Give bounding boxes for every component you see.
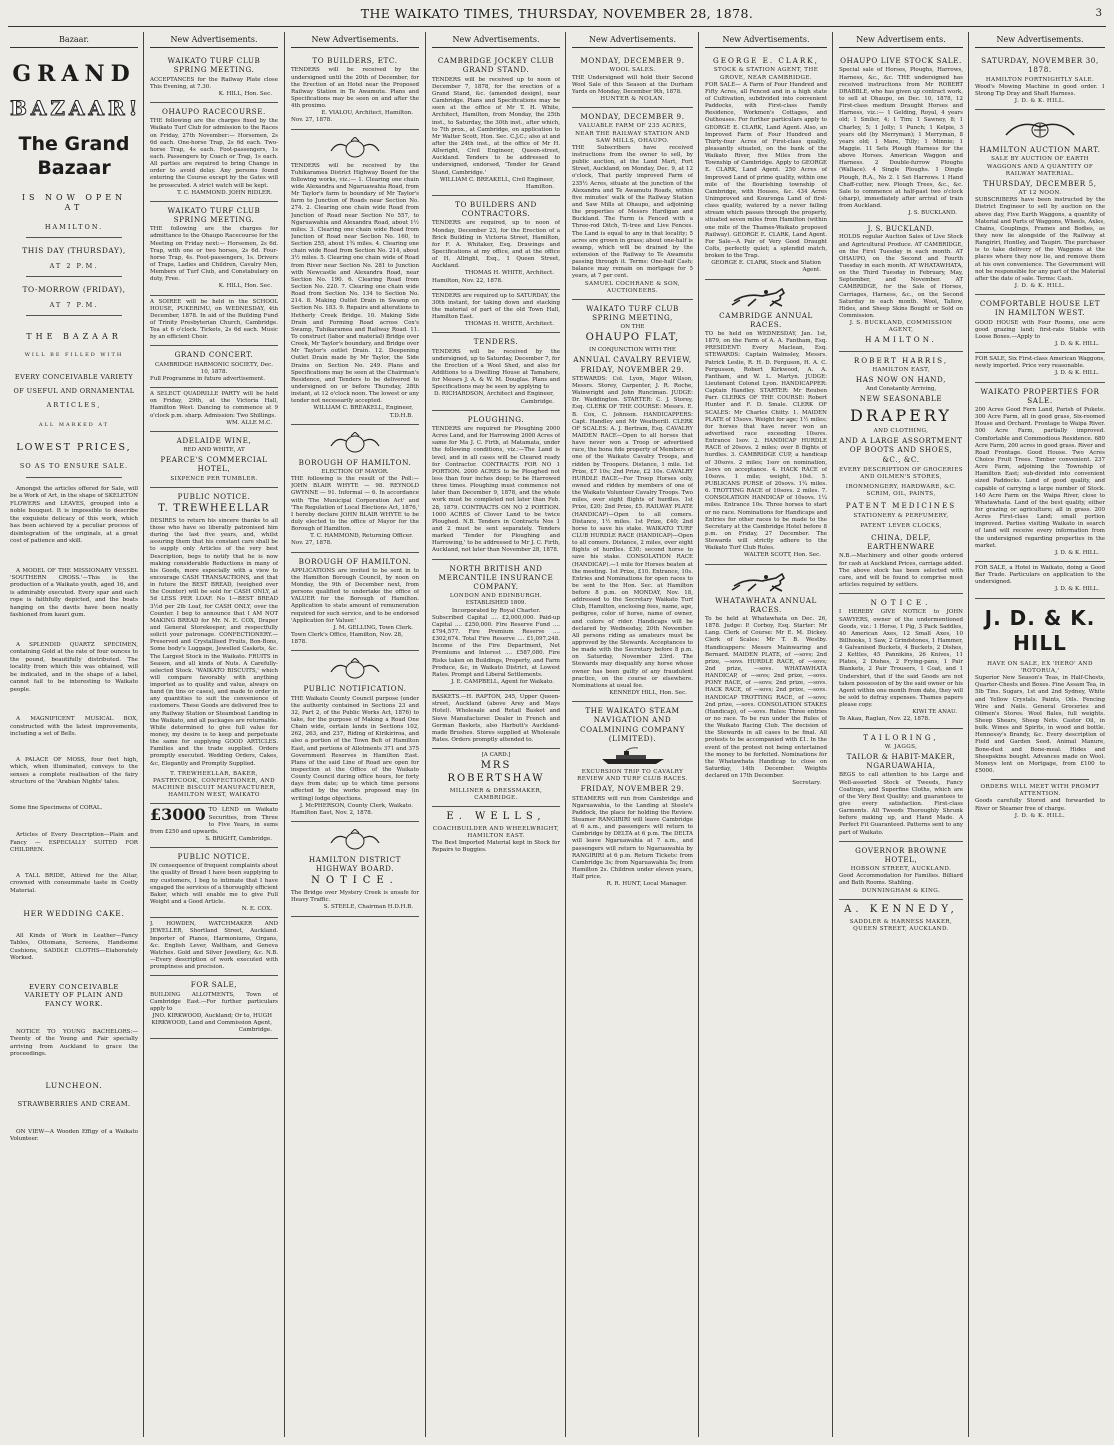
ad-subtitle: SADDLER & HARNESS MAKER, <box>849 918 953 925</box>
ad-subtitle: VALUABLE FARM OF 235 ACRES, NEAR THE RAILWAY STATION AND SAW MILLS, OHAUPO. <box>575 123 690 144</box>
ad-signature: J. S. BUCKLAND. <box>908 210 957 217</box>
column-bazaar <box>6 32 142 1437</box>
now-open-line: IS NOW OPEN AT <box>21 192 127 212</box>
ad-adelaide-wine <box>150 432 278 488</box>
date-line: THIS DAY (THURSDAY), <box>22 246 126 256</box>
ad-line: NEW SEASONABLE <box>859 394 943 404</box>
ad-date: Hamilton East, Nov. 2, 1878. <box>291 809 373 816</box>
ad-hotel: PEARCE'S COMMERCIAL HOTEL, <box>160 455 268 474</box>
ad-title: CAMBRIDGE ANNUAL RACES. <box>719 310 813 329</box>
ad-title: PUBLIC NOTIFICATION. <box>303 684 407 694</box>
ad-turf-club-acceptances <box>150 52 278 103</box>
ad-public-notification <box>291 651 419 822</box>
ad-body: A SOIREE will be held in the SCHOOL HOUSE, PUKERIMU, on WEDNESDAY, 4th December, 1878. In aid of the Building Fund of Trinity Presbyterian Church, Cambridge. Tea at 6 o'clock. Tickets, 2s 6d each. Music by an efficient Choir. <box>150 298 278 341</box>
column-heading: New Advertisements. <box>572 32 693 48</box>
ad-title: MONDAY, DECEMBER 9. <box>580 56 685 66</box>
column-new-ads-7 <box>835 32 967 1437</box>
filled-line: WILL BE FILLED WITH <box>24 352 124 359</box>
ad-ohaupo-stock-sale <box>839 52 963 222</box>
column-rule <box>565 32 566 1437</box>
ad-subtitle: WOOL SALES. <box>609 67 656 74</box>
ad-title: ROBERT HARRIS, <box>853 355 949 365</box>
ad-body: TENDERS are required up to SATURDAY, the 30th instant, for taking down and stacking the material of part of the old Town Hall, Hamilton East. <box>432 292 560 321</box>
time-line: AT 7 P.M. <box>49 300 99 309</box>
ad-date: Nov. 27, 1878. <box>291 117 333 124</box>
ad-signature: K. HILL, Hon. Sec. <box>218 90 272 97</box>
ad-body: Subscribed Capital .... £2,000,000. Paid-up Capital .... £250,000. Fire Reserve Fund .... £794,577. Fire Premium Reserve .... £302,674. Total Fire Reserve .... £1,097,248. Income of the Fire Department, Net Premiums and Interest .... £587,080. Fire Risks taken on Buildings, Property, and Farm Produce, &c, in Waikato District, at Lowest Rates. Prompt and Liberal Settlements. <box>432 614 560 678</box>
ad-body: TENDERS will be received up to noon of December 7, 1878, for the erection of a Grand Stand, &c. (amended design), near Cambridge. Plans and Specifications may be seen at the office of Mr T. H. White, Architect, Hamilton, from Monday, the 25th inst., to Saturday, the 30th inst., after which, to 7th prox., at Cambridge, on application to Mr Walter Scott, Hon. Sec. C.J.C.; also at and after the 24th inst., at the office of Mr H. Allwright, Civil Engineer, Queen-street, Auckland. Tenders to be addressed to undersigned, endorsed, 'Tender for Grand Stand, Cambridge.' <box>432 76 560 176</box>
ad-governor-browne-hotel <box>839 842 963 900</box>
ad-whatawhata-races <box>705 565 827 792</box>
ad-body: THE Waikato County Council purpose (under the authority contained in Sections 23 and 32, Part 2, of the Public Works Act, 1876) to take, for the purpose of Making a Road One Chain wide, certain lands in Sections 102, 262, 263, and 237, Riding of Kirikiriroa, and also a portion of the Town Belt of Hamilton East, and portions of Allotments 371 and 375 Government Reserves in Hamilton East. Plans of the said Line of Road are open for inspection at the Office of the Waikato County Council during office hours, for forty days from date; up to which time persons affected by the works proposed may (in writing) lodge objections. <box>291 695 419 802</box>
ad-body: TO LEND on Waikato Securities, from Three to Five Years, in sums from £250 and upwards. <box>150 807 278 835</box>
ad-subtitle: CAMBRIDGE HARMONIC SOCIETY, Dec. 10, 1878. <box>155 361 273 375</box>
ad-place: HAMILTON EAST. <box>467 833 525 840</box>
lowest-prices-line: LOWEST PRICES, <box>16 442 132 454</box>
ad-highway-board-tenders <box>291 130 419 425</box>
time-line: AT 2 P.M. <box>49 261 99 270</box>
ad-notice-heading: NOTICE. <box>311 875 399 887</box>
ad-title: BOROUGH OF HAMILTON. <box>298 556 412 566</box>
ad-george-clark <box>705 52 827 279</box>
ad-price: SIXPENCE PER TUMBLER. <box>170 475 258 482</box>
ad-date: Hamilton, Nov. 22, 1878. <box>432 277 503 284</box>
ad-fortnightly-sale <box>975 52 1105 110</box>
ad-robert-harris <box>839 352 963 595</box>
ad-body: BEGS to call attention to his Large and Well-assorted Stock of Tweeds, Fancy Coatings, and Superfine Cloths, which are of the Very Best Quality; and guarantees to give every satisfaction. First-class Garments. All Tweeds Thoroughly Shrunk before making up, and Hand Made. A Perfect Fit Guaranteed. Patterns sent to any part of Waikato. <box>839 772 963 836</box>
bazaar-item: ON VIEW—A Wooden Effigy of a Waikato Volunteer. <box>10 1128 138 1142</box>
ad-signature: R. R. HUNT, Local Manager. <box>606 881 687 888</box>
ad-title: BOROUGH OF HAMILTON. <box>298 457 412 467</box>
ad-body: FOR SALE, Six First-class American Waggons, newly imported. Price very reasonable. <box>975 356 1105 370</box>
royal-crest-icon <box>325 829 385 851</box>
ad-house-to-let <box>975 295 1105 353</box>
ad-date: FRIDAY, NOVEMBER 29. <box>580 784 685 794</box>
ad-title: WHATAWHATA ANNUAL RACES. <box>715 595 817 614</box>
ad-title: ADELAIDE WINE, <box>176 435 252 445</box>
ad-firm: T. TREWHEELLAR, BAKER, PASTRYCOOK, CONFECTIONER, AND MACHINE BISCUIT MANUFACTURER, <box>151 770 277 792</box>
ad-robertshaw <box>432 749 560 807</box>
ad-body: STEAMERS will run from Cambridge and Ngaruawahia, to the Landing at Steele's Paddock, the place for holding the Review. Steamer RANGIRIRI will leave Cambridge at 6 a.m., and passengers will return to Cambridge by DELTA at 6 p.m. The DELTA will leave Ngaruawahia at 7 a.m., and passengers will return to Ngaruawahia by RANGIRIRI at 6 p.m. Return Tickets: from Cambridge 3s; from Ngaruawahia 5s; from Hamilton 2s. Children under eleven years, Half price. <box>572 795 693 881</box>
ad-title: GEORGE E. CLARK, <box>713 56 819 66</box>
ad-review: ANNUAL CAVALRY REVIEW, FRIDAY, NOVEMBER 29. <box>573 355 692 374</box>
ad-signature: KENNEDY HILL, Hon. Sec. <box>609 690 687 697</box>
ad-card-label: [A CARD.] <box>481 752 511 759</box>
luncheon-line: LUNCHEON. <box>45 1080 103 1090</box>
ad-date: Te Akau, Raglan, Nov. 22, 1878. <box>839 716 930 723</box>
bazaar-item: Articles of Every Description—Plain and Fancy — ESPECIALLY SUITED FOR CHILDREN. <box>10 832 138 854</box>
ad-title: WAIKATO PROPERTIES FOR SALE. <box>980 386 1100 405</box>
ad-place: HAMILTON. <box>865 335 937 345</box>
ad-time: AT 12 NOON. <box>1018 190 1062 197</box>
ad-subtitle: MILLINER & DRESSMAKER, <box>449 787 543 794</box>
place-line: HAMILTON. <box>44 223 104 232</box>
ad-title: COMFORTABLE HOUSE LET IN HAMILTON WEST. <box>979 299 1101 318</box>
ad-title: PLOUGHING. <box>467 414 525 424</box>
ad-notice-sawyers <box>839 594 963 729</box>
ad-quadrille-party <box>150 388 278 432</box>
ad-body: SUBSCRIBERS have been instructed by the District Engineer to sell by auction on the above day, Five Earth Waggons, a quantity of Material and Parts of Waggons, Wheels, Axles, Chains, Couplings, Frames and Bodies, as they now lie alongside of the Railway at Rangiriri, Huntley, and Taupiri. The purchaser is to take delivery of the Waggons at the places where they now lie, and remove them at his own convenience. The Government will not be responsible for any part of the Material after the date of sale. Terms: Cash. <box>975 197 1105 282</box>
ad-subtitle: ELECTION OF MAYOR. <box>321 468 389 475</box>
ad-money-to-lend <box>150 804 278 848</box>
ad-title: FOR SALE, <box>190 980 238 990</box>
ad-line: AND A LARGE ASSORTMENT OF BOOTS AND SHOES, &C., &C. <box>839 436 963 464</box>
royal-crest-icon <box>325 432 385 454</box>
column-heading: New Advertisements. <box>432 32 560 48</box>
ad-line: PATENT LEVER CLOCKS, <box>860 522 942 529</box>
bazaar-item: A MODEL OF THE MISSIONARY VESSEL 'SOUTHERN CROSS.'—This is the production of a Waikato youth, aged 16, and is admirably executed. Every spar and each rope is faithfully depicted, and the boats hanging on the davits have been neatly fashioned from kauri gum. <box>10 567 138 619</box>
ad-body: APPLICATIONS are invited to be sent in to the Hamilton Borough Council, by noon on Monday, the 9th of December next, from persons qualified to undertake the office of VALUER for the Borough of Hamilton. Application to state amount of remuneration required for such service, and to be endorsed 'Application for Valuer.' <box>291 567 419 624</box>
ad-signature: J. M. GELLING, Town Clerk. <box>333 624 413 631</box>
ad-title: GRAND CONCERT. <box>174 350 254 360</box>
ad-goods: Goods carefully Stored and forwarded to River or Steamer free of charge. <box>975 798 1105 812</box>
ad-farm-ohaupo <box>572 108 693 300</box>
steamer-icon <box>598 747 668 765</box>
ad-title: CAMBRIDGE JOCKEY CLUB GRAND STAND. <box>437 56 555 75</box>
ad-orders: ORDERS WILL MEET WITH PROMPT ATTENTION. <box>980 784 1100 798</box>
ad-valuer <box>291 553 419 652</box>
ad-body: THE Subscribers have received instructions from the owner to sell, by public auction, at the Land Mart, Fort Street, Auckland, on Monday, Dec. 9, at 12 o'clock, That partly improved Farm of 235½ Acres, situate at the junction of the Alexandra and Te Awamutu Roads, within five minutes' walk of the Railway Station and Saw Mills at Ohaupo, and adjoining the properties of Messrs Hardigan and Buckland. The Farm is Fenced with a Three-rod Ditch, Ti-tree and Live Fences. The Land is equal to any in that locality; 5 acres are grown in grass; about one-half is swamp, which will be drained by the extension of the Railway to Te Awamutu passing through it. Terms: One-half Cash; balance may remain on mortgage for 5 years, at 7 per cent. <box>572 144 693 280</box>
ad-ploughing <box>432 411 560 560</box>
ad-body: TENDERS are required, up to noon of Monday, December 23, for the Erection of a Brick Building in Victoria Street, Hamilton, for F. A. Whitaker, Esq. Drawings and Specifications at my office, and at the office of H. Allright, Esq., 1 Queen Street, Auckland. <box>432 220 560 270</box>
column-rule <box>143 32 144 1437</box>
ad-subtitle: STOCK & STATION AGENT, THE GROVE, NEAR CAMBRIDGE. <box>713 67 819 81</box>
ad-body: STEWARDS: Col. Lyon, Major Wilson, Messrs. Storey, Carpenter, J. R. Roche, Wainwright and John Runciman. JUDGE: Dr. Waddington. STARTER: C. J. Storey, Esq. CLERK OF THE COURSE: Messrs. E. B. Cox, C. Johnson. HANDICAPPERS: Capt. Handley and Mr Weatherill. CLERK OF SCALES: A. J. Bertram, Esq. CAVALRY MAIDEN RACE—Open to all horses that have never won a Troop or advertised race, the bona fide property of Members of one of the Waikato Cavalry Troops, and ridden by Troopers. Distance, 1 mile. 1st Prize, £7 10s; 2nd Prize, £2 10s. CAVALRY HURDLE RACE—For Troop Horses only, owned and ridden by members of one of the Waikato Volunteer Cavalry Troops. Two miles, over eight flights of hurdles. 1st Prize, £20; 2nd Prize, £5. RAILWAY PLATE (HANDICAP)—Open to all comers. Distance, 1½ miles. 1st Prize, £40; 2nd horse to save his stake. WAIKATO TURF CLUB HURDLE RACE (HANDICAP)—Open to all comers. Distance, 2 miles, over eight flights of hurdles. £30; second horse to save his stake. CONSOLATION RACE (HANDICAP).—1 mile for Horses beaten at the meeting. 1st Prize, £10. Entrance, 10s. Entries and Nominations for open races to be sent to the Hon. Sec. at Hamilton before 8 p.m. on MONDAY, Nov. 18, addressed to the Secretary Waikato Turf Club, Hamilton, enclosing fees, name, age, pedigree, color of horse, name of owner, and colors of rider. Handicaps will be declared by Wednesday, 20th November. All persons riding as amateurs must be approved by the Stewards. Acceptances to be made with the Secretary before 8 p.m. on Saturday, November 23rd. The Stewards may disqualify any horse whose owner has been guilty of any fraudulent practice, on the course or elsewhere. Nominations at usual fee. <box>572 375 693 689</box>
ad-drapery: DRAPERY <box>850 405 952 425</box>
column-rule <box>968 32 969 1437</box>
ad-title: SATURDAY, NOVEMBER 30, 1878. <box>981 56 1099 75</box>
ad-place: HAMILTON WEST, WAIKATO <box>168 792 260 799</box>
ad-body: ACCEPTANCES for the Railway Plate close This Evening, at 7.30. <box>150 76 278 90</box>
ad-title: HAMILTON DISTRICT HIGHWAY BOARD. <box>308 854 402 874</box>
variety-line: EVERY CONCEIVABLE VARIETY <box>14 372 134 381</box>
divider <box>26 276 122 277</box>
ad-body: Superior New Season's Teas, in Half-Chests, Quarter-Chests and Boxes. Fine Assam Tea, in 5lb Tins. Sugars, 1st and 2nd Sydney, White and Yellow Crystals. Paints, Oils. Fencing Wire and Nails. General Groceries and Oilmen's Stores. Wool Bales, full weights. Sheep Shears, Sheep Nets. Castor Oil, in bulk. Wines and Spirits, in wood and bottle. Hennessy's Brandy, &c. Every description of Field and Garden Seed. Animal Manure, Bone-dust and Bone-meal. Hides and Sheepskins bought. Advances made on Wool. Moneys lent on Mortgage, from £100 to £5000. <box>975 675 1105 774</box>
bazaar-item: A TALL BRIDE, Attired for the Altar, crowned with consummate taste in Costly Material. <box>10 872 138 894</box>
ad-signature: J. D. & K. HILL. <box>1055 586 1099 593</box>
column-heading: New Advertisements. <box>975 32 1105 48</box>
ad-soiree <box>150 296 278 347</box>
ad-waggons-for-sale <box>975 353 1105 382</box>
ad-signature: THOMAS H. WHITE, Architect. <box>464 270 554 277</box>
ad-line: IRONMONGERY, HARDWARE, &C. SCRIM, OIL, PAINTS, <box>845 484 957 498</box>
column-new-ads-2 <box>146 32 282 1437</box>
ad-body: THE following are the charges for admittance to the Ohaupo Racecourse for the Meeting on Friday next:— Horsemen, 2s 6d. Trap, with one or two horses, 2s 6d. Four-horse Trap, 4s. Foot-passengers, 1s. Drivers of Traps, Ladies and Children, Cavalry Men, Members of Turf Club, and Constabulary on duty, Free. <box>150 226 278 283</box>
ad-body: THE following is the result of the Poll:— JOHN BLAIR WHYTE — 98. REYNOLD GWYNNE — 91. Informal — 6. In accordance with 'The Municipal Corporation Act' and 'The Regulation of Local Elections Act, 1876,' I hereby declare JOHN BLAIR WHYTE to be duly elected to the office of Mayor for the Borough of Hamilton. <box>291 476 419 533</box>
ad-title: HAMILTON AUCTION MART. <box>979 145 1101 155</box>
divider <box>26 315 122 316</box>
ad-amount: £3000 <box>150 805 206 825</box>
ad-body: TENDERS are required for Ploughing 2000 Acres Land, and for Harrowing 2000 Acres of same for Ma J. C. Firth, at Matamata, under the following conditions, viz.:—The Land is level, and in all cases will be Cleared ready for Contractor. CONTRACTS FOR NO 1 PORTION. 2000 ACRES to be Ploughed not less than four inches deep; to be Harrowed three times. Ploughing must commence not later than December 9, 1878, and the whole work must be completed not later than Feb. 28, 1879. CONTRACTS ON NO 2 PORTION. 1000 ACRES of Clover Land to be twice Ploughed. N.B. Tenders in Contracts Nos 1 and 2 must be sent separately. Tenders marked 'Tender for Ploughing and Harrowing,' to be addressed to Mr J. C. Firth, Auckland, not later than November 28, 1878. <box>432 426 560 554</box>
column-new-ads-3 <box>287 32 423 1437</box>
bazaar-item: NOTICE TO YOUNG BACHELORS:—Twenty of the Young and Fair specially arriving from Auckland to grace the proceedings. <box>10 1028 138 1058</box>
masthead <box>0 0 1114 30</box>
ad-subtitle: EXCURSION TRIP TO CAVALRY REVIEW AND TURF CLUB RACES. <box>577 769 688 783</box>
wedding-cake-line: HER WEDDING CAKE. <box>23 909 125 919</box>
ad-allotments <box>150 976 278 1039</box>
ad-title: OHAUPO LIVE STOCK SALE. <box>840 56 962 66</box>
ad-body: A SELECT QUADRILLE PARTY will be held on Friday, 29th, at the Victoria Hall, Hamilton West. Dancing to commence at 9 o'clock p.m. sharp. Admission: Two Shillings. <box>150 391 278 419</box>
ad-signature: J. McPHERSON, County Clerk, Waikato. <box>299 802 413 809</box>
ad-signature: S. STEELE, Chairman H.D.H.B. <box>323 904 413 911</box>
ad-signature: S. BRIGHT, Cambridge. <box>205 835 272 842</box>
ad-name: W. JAGGS, <box>884 743 918 750</box>
ad-title: OHAUPO RACECOURSE. <box>162 107 266 117</box>
ad-subtitle: COACHBUILDER AND WHEELWRIGHT, <box>432 825 560 832</box>
ad-line: EVERY DESCRIPTION OF GROCERIES AND OILMEN'S STORES, <box>839 466 963 480</box>
ad-signature: J. S. BUCKLAND, COMMISSION AGENT, <box>849 320 953 334</box>
ad-line: And Constantly Arriving, <box>865 386 937 393</box>
ad-body: TO be held on WEDNESDAY, Jan. 1st, 1879, on the Farm of A. A. Fantham, Esq. PRESIDENT: Every Maclean, Esq. STEWARDS: Captain Walmsley, Messrs. Patrick Leslie, R. H. D. Ferguson, H. A. C. Fergusson, Robert Kirkwood, A. A. Fantham, and W. L. Martyn. JUDGE: Lieutenant Colonel Lyon. HANDICAPPER: Captain Handley. STARTER: Mr Reuben Parr. CLERKS OF THE COURSE: Robert Hunter and F. D. Smale. CLERK OF SCALES: Mr Charles Chitty. 1. MAIDEN PLATE of 15sovs. Weight for age; 1½ miles; for horses that have never won an advertised race exceeding 10sovs. Entrance 1sov. 2. HANDICAP HURDLE RACE of 20sovs. 2 miles; over 8 flights of hurdles. 3. CAMBRIDGE CUP, a handicap of 30sovs. 2 miles; 1sov on nomination, 2sovs on acceptance. 4. HACK RACE of 10sovs. 1 mile; weight, 10st. 5. PUBLICANS PURSE of 20sovs. 1¼ miles. 6. TROTTING RACE of 10sovs. 2 miles. 7. CONSOLATION HANDICAP of 10sovs. 1¼ miles. Entrance 10s. Three horses to start or no race. Nominations for Handicaps and Entries for other races to be made to the Secretary at the Cambridge Hotel before 8 p.m. on Friday, 27 December. The Stewards will strictly adhere to the Waikato Turf Club Rules. <box>705 331 827 552</box>
column-new-ads-8 <box>971 32 1109 1437</box>
ad-title: MRS ROBERTSHAW <box>447 760 545 785</box>
ad-ohaupo-racecourse <box>150 103 278 202</box>
ad-to-builders <box>291 52 419 129</box>
ad-body: FOR SALE— A Farm of Four Hundred and Fifty Acres, all Fenced and in a high state of Cultivation, subdivided into convenient Paddocks, with First-class Family Residence, Workmen's Cottages, and Outhouses. For further particulars apply to GEORGE E. CLARK, Land Agent. Also, an Improved Farm of Four Hundred and Thirty-four Acres of First-class quality, pleasantly situated, on the bank of the Waikato River, five Miles from the Township of Cambridge. Apply to GEORGE E. CLARK, Land Agent. 250 Acres of Improved Land of prime quality, within one mile of the flourishing township of Cambridge, with Houses, &c. 434 Acres Unimproved and Kourenga Land of first-class quality, watered by a never failing stream which passes through the property, situated seven miles from Hamilton (within one mile of the Thames-Waikato proposed Railway). GEORGE E. CLARK, Land Agent. For Sale—A Pair of Very Good Draught Colts, perfectly quiet; a splendid match, broken to the Trap. <box>705 81 827 260</box>
ad-title: PUBLIC NOTICE. <box>177 852 251 862</box>
ad-title: TENDERS. <box>473 337 519 347</box>
ad-body: DESIRES to return his sincere thanks to all those who have so liberally patronised him during the last five years, and, whilst assuring them that his constant care shall be to supply only Articles of the very best Description, begs to notify that he is now making considerable Reductions in many of his Goods, more especially with a view to encourage CASH TRANSACTIONS, and that in future the BEST BREAD, (weighed over the Counter) will be sold for CASH ONLY, at 5d LESS PER LOAF. No 1—BEST BREAD 3½d per 2lb Loaf, for CASH ONLY, over the Counter. I beg to announce that I AM NOT MAKING BREAD for Mr. N. E. COX, Draper and General Storekeeper, and respectfully solicit your patronage. CONFECTIONERY.—Preserved and Crystallised Fruits, Bon-Bons, Some body's Luggage, Jewelled Caskets, &c. The Largest Stock in the Waikato. FRUITS in Season, and all kinds of Nuts. A Carefully-selected Stock. 'WAIKATO BISCUITS,' which will compare favorably with anything imported as to quality and value, always on hand (in tins or cases), and made to order in any quantities to suit the convenience of customers. These Goods are delivered free to any Railway Station or Steamboat Landing in the Waikato, and all packages are returnable. While determined to give full value for money, my desire is to keep and perpetuate the same for supplying GOOD ARTICLES. Families and the trade supplied. Orders promptly executed. Wedding Orders, Cakes, &c, Elegantly and Promptly Supplied. <box>150 517 278 767</box>
ad-body: IN consequence of frequent complaints about the quality of Bread I have been supplying to my customers, I beg to intimate that I have engaged the services of a thoroughly efficient Baker, which will enable me to give Full Weight and a Good Article. <box>150 863 278 906</box>
ad-title: GOVERNOR BROWNE HOTEL, <box>855 845 947 864</box>
date-line: TO-MORROW (FRIDAY), <box>22 285 126 295</box>
ad-title: TO BUILDERS AND CONTRACTORS. <box>455 199 537 219</box>
ad-signature: WM. ALLE M.C. <box>226 419 272 426</box>
ad-title: A. KENNEDY, <box>844 903 958 915</box>
ad-subtitle: HAVE ON SALE, EX 'HERO' AND 'ROTORUA,' <box>987 660 1093 674</box>
ad-body: THE Undersigned will hold their Second Wool Sale of this Season at the Durham Yards on Monday, December 9th, 1878. <box>572 74 693 95</box>
useful-line: OF USEFUL AND ORNAMENTAL <box>13 387 135 396</box>
column-new-ads-6 <box>701 32 831 1437</box>
ad-highway-board-notice <box>291 822 419 917</box>
bazaar-item: A PALACE OF MOSS, four feet high, which, when illuminated, conveys to the senses a complete realisation of the fairy structure of the 'Arabian Nights' tales. <box>10 756 138 786</box>
ad-signature: E. VIALOU, Architect, Hamilton. <box>321 110 413 117</box>
ad-body: To be held at Whatawhata on Dec. 26, 1878. Judge: P. Corboy, Esq. Starter: Mr Lang. Clerk of Course: Mr E. M. Dickey. Clerk of Scales: Mr T. B. Westby. Handicappers: Messrs Mainwaring and Bernard. MAIDEN PLATE, of —sovs; 2nd prize, —sovs. HURDLE RACE, of —sovs; 2nd prize, —sovs. WHATAWHATA HANDICAP, of —sovs; 2nd prize, —sovs. PONY RACE, of —sovs; 2nd prize, —sovs. HACK RACE, of —sovs; 2nd prize, —sovs. HANDICAP TROTTING RACE, of —sovs; 2nd prize, —sovs. CONSOLATION STAKES (Handicap), of —sovs. Rules: Three entries or no race. To be run under the Rules of the Waikato Racing Club. The decision of the Stewards in all cases to be final. All protests to be accompanied with £1. In the event of the protest not being entertained the money to be forfeited. Nominations for the Whatawhata Handicap to close on Saturday, 14th December. Weights declared on 17th December. <box>705 615 827 780</box>
ad-auction-mart <box>975 110 1105 295</box>
the-bazaar-line: THE BAZAAR <box>26 332 122 342</box>
ad-signature: J. D. & K. HILL. <box>1055 370 1099 377</box>
ad-body: BASKETS.—H. RAPTON, 245, Upper Queen-street, Auckland (above Arey and Mays Hotel). Wholesale and Retail Basket and Sieve Manufacturer. Dealer in French and German Baskets, also Harbutt's Auckland-made Brushes. Stores supplied at Wholesale Rates. Orders promptly attended to. <box>432 694 560 743</box>
royal-crest-icon <box>325 137 385 159</box>
ad-subtitle: TAILOR & HABIT-MAKER, NGARUAWAHIA, <box>846 752 956 771</box>
ad-signature: J. D. & K. HILL. <box>1014 283 1066 290</box>
ad-tenders-wool-shed <box>432 333 560 410</box>
variety-line: EVERY CONCEIVABLE VARIETY OF PLAIN AND FANCY WORK. <box>24 982 124 1008</box>
bazaar-item: All Kinds of Work in Leather—Fancy Tables, Ottomans, Screens, Handsome Cushions, SADDLE CLOTHS—Elaborately Worked. <box>10 932 138 962</box>
ad-kennedy <box>839 900 963 937</box>
auction-crest-icon <box>1000 117 1080 141</box>
ad-signature: T. C. HAMMOND, Returning Officer. <box>310 533 413 540</box>
ad-signature: Secretary. <box>792 780 821 787</box>
ad-signature: GEORGE E. CLARK, Stock and Station Agent. <box>711 260 821 274</box>
articles-line: ARTICLES, <box>46 401 102 410</box>
ad-signature: JNO. KIRKWOOD, Auckland; Or to, HUGH KIRKWOOD, Land and Commission Agent, Cambridge. <box>151 1012 272 1034</box>
column-rule <box>698 32 699 1437</box>
divider <box>26 477 122 478</box>
ad-signature: J. E. CAMPBELL, Agent for Waikato. <box>451 678 554 685</box>
ad-place: QUEEN STREET, AUCKLAND. <box>853 925 949 932</box>
ad-signature: KIWI TE ANAU. <box>912 709 957 716</box>
column-heading: New Advertisements. <box>291 32 419 48</box>
ad-line: HAS NOW ON HAND, <box>855 374 947 384</box>
ad-title: TAILORING, <box>863 732 939 742</box>
page-number: 3 <box>1095 8 1102 19</box>
column-heading: Bazaar. <box>10 32 138 48</box>
newspaper-title: THE WAIKATO TIMES, THURSDAY, NOVEMBER 28, 1878. <box>360 6 754 21</box>
ad-body: 200 Acres Good Fern Land, Parish of Pukete. 300 Acre Farm, all in good grass, Six-roomed House and Orchard. Frontage to Waipa River. 500 Acre Farm, partially improved. Comfortable and Commodious Residence. 680 Acre Farm, 200 acres in good grass. River and Road Frontage. Good House. Two Acres Choice Fruit Trees. Timber convenient. 237 Acre Farm, adjoining the Township of Hamilton East; sub-divided into convenient sized Paddocks. Land of good quality, and capable of carrying a large number of Stock. 140 Acre Farm on the Waipa River, close to Whatawhata. Land of the best quality, either for grazing or agriculture; all in grass. 200 Acres First-class Land; small portion improved. Parties visiting Waikato in search of land will receive every information from the undersigned regarding properties in the market. <box>975 407 1105 549</box>
ad-jaggs-tailoring <box>839 729 963 842</box>
ad-buckland <box>839 222 963 351</box>
ad-subtitle: SALE BY AUCTION OF EARTH WAGGONS AND A QUANTITY OF RAILWAY MATERIAL. <box>986 156 1094 177</box>
grand-heading: GRAND <box>12 61 136 88</box>
bazaar-item: A MAGNIFICENT MUSICAL BOX, constructed with the latest improvements, including a set of Bells. <box>10 716 138 738</box>
ad-body: N.B.—Machinery and other goods ordered for cash at Auckland Prices, carriage added. The above stock has been selected with care, and will be found to comprise most articles required by settlers. <box>839 553 963 588</box>
ad-body: Full Programme in future advertisement. <box>150 375 265 382</box>
column-new-ads-4 <box>428 32 564 1437</box>
royal-crest-icon <box>325 658 385 680</box>
ad-signature: N. E. COX. <box>241 906 272 913</box>
ad-title: NOTICE. <box>870 598 932 608</box>
ad-signature: WILLIAM C. BREAKELL, Engineer, T.D.H.B. <box>313 405 413 419</box>
column-heading: New Advertisem ents. <box>839 32 963 48</box>
ad-jockey-club-stand <box>432 52 560 196</box>
ad-title: J. D. & K. HILL <box>984 605 1096 656</box>
marked-line: ALL MARKED AT <box>39 421 109 428</box>
ad-body: Good Accommodation for Families. Billiard and Bath Rooms. Stabling. <box>839 873 963 887</box>
ad-title: WAIKATO TURF CLUB SPRING MEETING. <box>167 56 261 75</box>
ad-line: PATENT MEDICINES <box>845 501 957 511</box>
ad-builders-contractors <box>432 196 560 290</box>
ad-wool-sales <box>572 52 693 108</box>
column-heading: New Advertisements. <box>150 32 278 48</box>
ad-date: Town Clerk's Office, Hamilton, Nov. 28, 1878. <box>291 632 403 646</box>
ad-signature: J. D. & K. HILL. <box>1055 549 1099 556</box>
strawberries-line: STRAWBERRIES AND CREAM. <box>17 1100 131 1109</box>
ad-signature: WALTER SCOTT, Hon. Sec. <box>743 552 821 559</box>
ad-title: NORTH BRITISH AND MERCANTILE INSURANCE COMPANY. <box>438 563 554 591</box>
ad-line: STATIONERY & PERFUMERY, <box>853 512 949 519</box>
bazaar-item: Some fine Specimens of CORAL. <box>10 804 103 811</box>
ad-subtitle: HOBSON STREET, AUCKLAND. <box>850 866 952 873</box>
ad-title: J. S. BUCKLAND. <box>867 225 935 234</box>
ad-signature: HUNTER & NOLAN. <box>600 96 665 103</box>
ad-date: Nov. 27, 1878. <box>291 540 333 547</box>
ad-body: I HEREBY GIVE NOTICE to JOHN SAWYERS, owner of the undermentioned Goods, viz.: 1 Horse, 1 Pig, 3 Pack Saddles, 40 American Axes, 12 Small Axes, 10 Billhooks, 1 Saw, 2 Grindstones, 1 Hammer, 4 Galvanised Buckets, 4 Buckets, 2 Dishes, 2 Kettles, 45 Pannikins, 26 Knives, 11 Plates, 2 Dishes, 2 Frying-pans, 1 Pair Blankets, 2 Pair Trousers, 1 Coat, and 1 Undershirt, that if the said Goods are not taken possession of by the said owner or his Agent within one month from date, they will be sold to defray expenses. Thames papers please copy. <box>839 609 963 709</box>
ad-insurance <box>432 560 560 692</box>
ad-place: HAMILTON EAST, <box>872 366 930 373</box>
racehorse-icon <box>726 572 806 592</box>
bazaar-item: Amongst the articles offered for Sale, will be a Work of Art, in the shape of SKELETON FLOWERS and LEAVES, grouped into a noble bouquet. It is impossible to describe the exquisite delicacy of this work, which has been achieved by a peculiar process of disintegration of the originals, at a great cost of patience and skill. <box>10 485 138 545</box>
column-new-ads-5 <box>568 32 697 1437</box>
ad-hotel-for-sale <box>975 562 1105 599</box>
ad-town-hall-tenders <box>432 290 560 334</box>
ad-trewheellar <box>150 488 278 805</box>
ad-jdk-hill <box>975 599 1105 824</box>
ad-waikato-properties <box>975 383 1105 562</box>
ad-established: ESTABLISHED 1809. <box>465 600 527 607</box>
column-heading: New Advertisements. <box>705 32 827 48</box>
ad-signature: D. RICHARDSON, Architect and Engineer, Cambridge. <box>433 391 554 405</box>
ad-cox-notice <box>150 848 278 918</box>
ad-title: THE WAIKATO STEAM NAVIGATION AND COALMINING COMPANY (LIMITED). <box>580 706 685 743</box>
bazaar-item: A SPLENDID QUARTZ SPECIMEN, containing Gold at the rate of four ounces to the pound, beautifully distributed. The locality from which this was obtained, will be indicated, and in the shape of a label, cannot fail to be interesting to Waikato people. <box>10 641 138 693</box>
column-rule <box>425 32 426 1437</box>
ad-wells <box>432 807 560 858</box>
ad-body: Wood's Mowing Machine in good order. 1 Strong Tip Dray and Shaft Harness. <box>975 83 1105 97</box>
ad-date: THURSDAY, DECEMBER 5, <box>983 178 1097 188</box>
ad-body: J. HOWDEN, WATCHMAKER AND JEWELLER, Shortland Street, Auckland. Importer of Pianos, Harmoniums, Organs, &c. English Lever, Waltham, and Geneva Watches. Gold and Silver Jewellery, &c. N.B.—Every description of work executed with promptness and precision. <box>150 921 278 971</box>
ad-incorporated: Incorporated by Royal Charter. <box>451 607 541 614</box>
ad-body: TENDERS will be received by the undersigned until the 20th of December, for the Erection of an Hotel near the Proposed Railway Station in Te Awamutu. Plans and Specifications may be seen on and after the 4th proximo. <box>291 67 419 110</box>
ad-body: The Best Imported Material kept in Stock for Repairs to Buggies. <box>432 840 560 854</box>
ad-advertiser: T. TREWHEELLAR <box>158 503 270 515</box>
ad-body: Special sale of Horses, Ploughs, Harrows, Harness, &c., &c. THE undersigned has received instructions from Mr ROBERT DRABBLE, who has given up contract work, to sell at Ohaupo, on Dec. 10, 1878, 12 First-class medium Draught Horses and Harness, viz.:— 1 Gelding, Royal, 4 years old; 1 Smiler, 4; 1 Tim; 1 Sawney, 8; 1 Charley, 5; 1 Jolly; 1 Punch; 1 Kelpie, 3 years old (by Merryman); 1 Merryman, 8 years old; 1 Mare, Tilly; 1 Minnie; 1 Maggie. 11 Sets Plough Harness for the above Horses. American Waggon and Harness. 2 Double-furrow Ploughs (Wallace). 4 Single Ploughs. 1 Dingle Plough, R.A., No 2. 1 Set Harrows. 1 Hand Chaff-cutter, new. Plough Trees, &c., &c. Sale to commence at half-past two o'clock (sharp), immediately after arrival of train from Auckland. <box>839 67 963 210</box>
racehorse-icon <box>726 287 806 307</box>
masthead-rule <box>8 26 1106 27</box>
ad-title: E. WELLS, <box>446 811 546 823</box>
ad-on-the: ON THE <box>620 324 645 331</box>
column-rule <box>832 32 833 1437</box>
ad-body: BUILDING ALLOTMENTS, Town of Cambridge East.—For further particulars apply to <box>150 991 278 1012</box>
ad-signature: J. D. & K. HILL. <box>1055 341 1099 348</box>
ad-flat: OHAUPO FLAT, <box>585 332 680 344</box>
divider <box>26 237 122 238</box>
ad-signature: T. C. HAMMOND. JOHN RIDLER. <box>177 189 272 196</box>
ad-turf-club-charges <box>150 202 278 296</box>
ad-subtitle: RED AND WHITE, AT <box>183 447 245 454</box>
ad-signature: SAMUEL COCHRANE & SON, AUCTIONEERS. <box>584 280 681 294</box>
ad-body: TENDERS will be received by the Tuhikaramea District Highway Board for the following works, viz.:— 1. Clearing one chain wide Alexandra and Ngaruawahia Road, from Mr Taylor's farm to boundary of Mr Taylor's farm to Junction of Roads near Section No. 274. 2. Clearing one chain wide Road from Junction of Road near Section No 557, to Ngaruawahia and Alexandra Road, about 1½ miles. 3. Clearing one chain wide Road from Junction of Road near Section No. 160, to Section 255, about 1¾ miles. 4. Clearing one chain wide Road from Section No. 214, about 3½ miles. 5. Clearing one chain wide of Road from River near Section No. 281 to Junction with Newcastle and Alexandra Road, near Section No. 190. 6. Clearing Road from Section No. 220. 7. Clearing one chain wide Road from Section No. 134 to Section No. 214. 8. Making Outlet Drain in Swamp on Section No. 183. 9. Repairs and alterations to Hetherly Creek Bridge. 10. Making Side Drain and Forming Road across Cox's Swamp, Tuhikaramea and Railway Road. 11. To construct (labor and material) Bridge over Creek, Mr Taylor's boundary, and Bridge over Mr Taylor's outlet Drain. 12. Deepening Outlet Drain made by Mr Taylor, the Side Drains on Section No. 249. Plans and Specifications may be seen at the Chairman's Residence, and Tenders to be delivered to undersigned on or before Thursday, 28th instant, at 12 o'clock noon. The lowest or any tender not necessarily accepted. <box>291 162 419 405</box>
ad-grand-concert <box>150 346 278 388</box>
ad-line: CHINA, DELF, EARTHENWARE <box>867 533 935 552</box>
ad-signature: J. D. & K. HILL. <box>1014 812 1066 819</box>
bazaar-heading: BAZAAR! <box>10 96 142 121</box>
ad-title: PUBLIC NOTICE. <box>177 491 251 501</box>
ad-signature: K. HILL, Hon. Sec. <box>218 283 272 290</box>
divider <box>991 779 1089 780</box>
ad-line: AND CLOTHING, <box>873 428 929 435</box>
column-rule <box>284 32 285 1437</box>
ad-body: GOOD HOUSE with Four Rooms, one acre good grazing land; first-rate Stable with Loose Boxes.—Apply to <box>975 319 1105 340</box>
ad-subtitle: HAMILTON FORTNIGHTLY SALE. <box>985 76 1095 83</box>
ad-body: HOLDS regular Auction Sales of Live Stock and Agricultural Produce. AT CAMBRIDGE, on the First Tuesday in each month. AT OHAUPO, on the Second and Fourth Tuesday in each month. AT WHATAWHATA, on the Third Tuesday in February, May, September, and November. AT CAMBRIDGE, for the Sale of Horses, Carriages, Harness, &c., on the Second Saturday in each month. Wool, Tallow, Hides, and Sheep Skins Bought or Sold on Commission. <box>839 234 963 319</box>
ad-title: MONDAY, DECEMBER 9. <box>580 112 685 122</box>
ad-signature: DUNNINGHAM & KING. <box>861 887 941 894</box>
ad-body: TENDERS will be received by the undersigned, up to Saturday, December 7, for the Erection of a Wool Shed, and also for Additions to a Dwelling House at Tamahere, for Messrs J. A. & W. M. Douglas. Plans and Specifications may be seen by applying to <box>432 348 560 391</box>
ad-title: TO BUILDERS, ETC. <box>312 56 398 66</box>
ad-signature: WILLIAM C. BREAKELL, Civil Engineer, Hamilton. <box>439 176 554 190</box>
ad-conjunction: IN CONJUNCTION WITH THE <box>588 347 676 354</box>
ad-title: WAIKATO TURF CLUB SPRING MEETING. <box>167 205 261 225</box>
ad-signature: J. D. & K. HILL. <box>1014 98 1066 105</box>
grand-bazaar-heading: The Grand Bazaar <box>18 132 130 180</box>
ad-mayor-election <box>291 425 419 553</box>
ad-cambridge-races <box>705 280 827 565</box>
ad-place: CAMBRIDGE. <box>474 794 518 801</box>
ensure-sale-line: SO AS TO ENSURE SALE. <box>19 462 129 471</box>
ad-baskets <box>432 691 560 749</box>
ad-body: FOR SALE, a Hotel in Waikato, doing a Good Bar Trade. Particulars on application to the undersigned. <box>975 565 1105 586</box>
ad-body: The Bridge over Mystery Creek is unsafe for Heavy Traffic. <box>291 890 419 904</box>
ad-title: WAIKATO TURF CLUB SPRING MEETING, <box>586 303 679 323</box>
ad-body: THE following are the charges fixed by the Waikato Turf Club for admission to the Races on Friday, 27th November:— Horsemen, 2s 6d each. One-horse Trap, 2s 6d each. Two-horse Trap, 4s each. Foot-passengers, 1s each. Passengers by Coach or Trap, 1s each. All parties are required to bring Change in order to avoid delay. Any persons found entering the Course except by the Gates will be prosecuted. A strict watch will be kept. <box>150 118 278 189</box>
ad-howden <box>150 918 278 976</box>
ad-subtitle: LONDON AND EDINBURGH. <box>449 593 543 600</box>
ad-turf-club-meeting <box>572 300 693 702</box>
ad-steam-navigation <box>572 702 693 892</box>
ad-signature: THOMAS H. WHITE, Architect. <box>464 321 554 328</box>
